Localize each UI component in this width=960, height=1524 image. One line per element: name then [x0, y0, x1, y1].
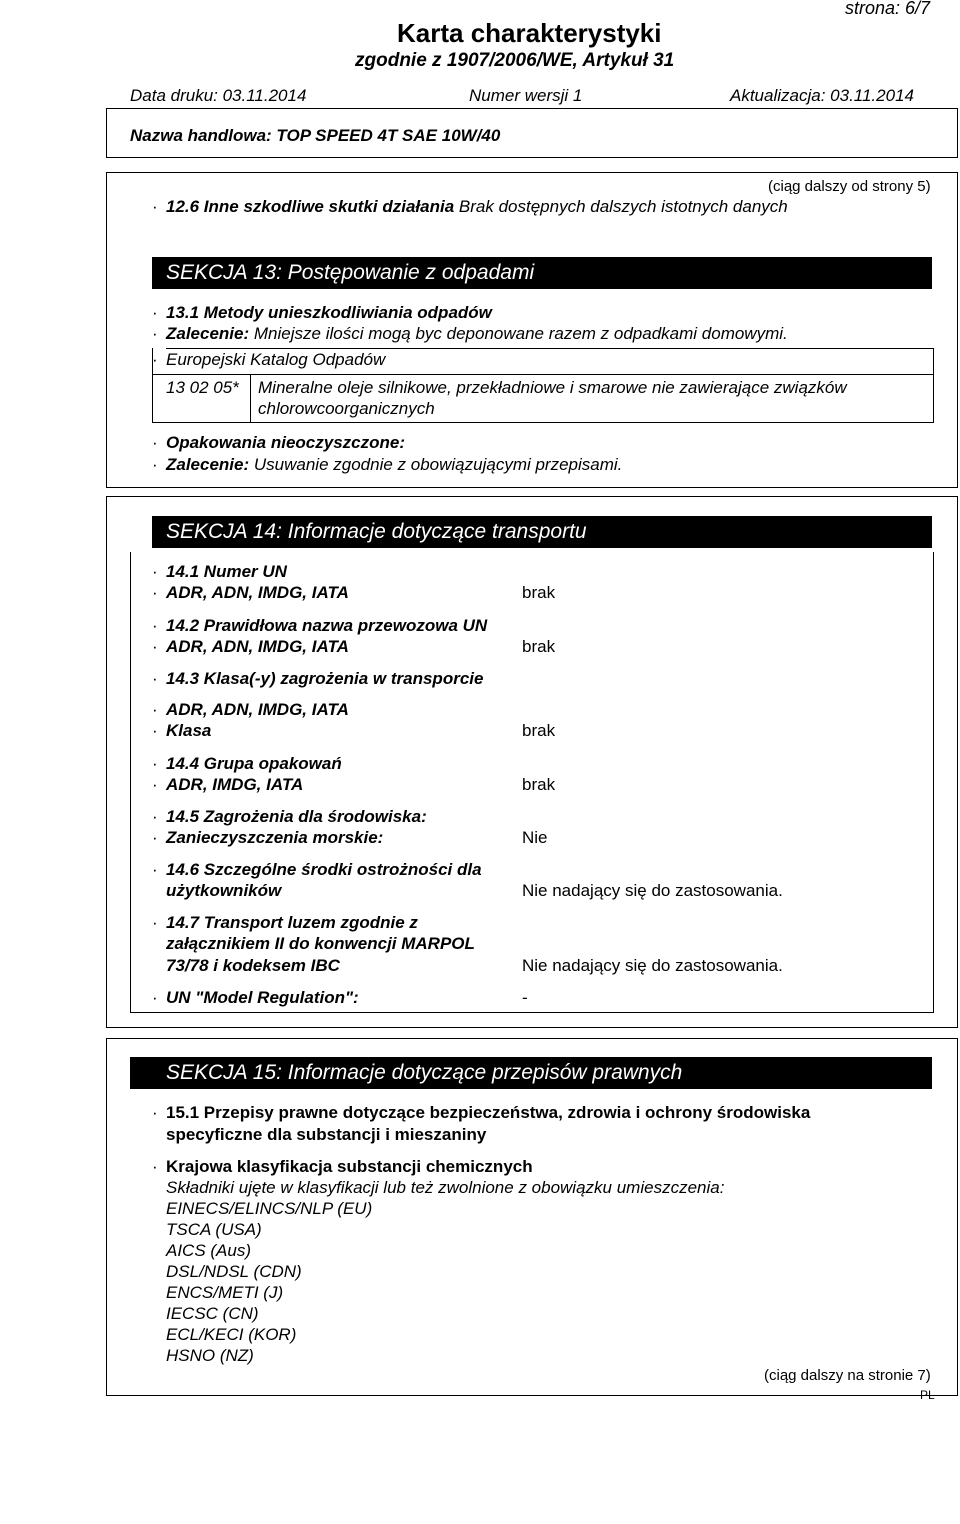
transport-row: [152, 956, 340, 976]
transport-row: [152, 721, 211, 741]
transport-value: brak: [522, 721, 556, 740]
transport-label: użytkowników: [166, 881, 282, 900]
bullet: ·: [152, 721, 158, 740]
transport-row: [152, 860, 482, 880]
transport-row: [152, 669, 483, 689]
transport-row: [152, 775, 303, 795]
waste-catalog-col-divider: [250, 374, 251, 423]
transport-label: 14.2 Prawidłowa nazwa przewozowa UN: [166, 616, 488, 635]
inventory-item: DSL/NDSL (CDN): [166, 1262, 302, 1281]
continued-from: (ciąg dalszy od strony 5): [768, 178, 931, 195]
transport-label: ADR, ADN, IMDG, IATA: [166, 583, 349, 602]
uncleaned-packaging-label: Opakowania nieoczyszczone:: [166, 433, 406, 452]
bullet: ·: [152, 913, 158, 932]
transport-label: załącznikiem II do konwencji MARPOL: [166, 934, 475, 953]
inventory-intro: Składniki ujęte w klasyfikacji lub też zwolnione z obowiązku umieszczenia:: [166, 1178, 725, 1197]
transport-row: [152, 913, 418, 933]
bullet: ·: [152, 583, 158, 602]
bullet: ·: [152, 700, 158, 719]
packaging-recommendation-label: Zalecenie:: [166, 455, 250, 474]
transport-value: Nie nadający się do zastosowania.: [522, 881, 783, 900]
bullet: ·: [152, 562, 158, 581]
document-title: Karta charakterystyki: [397, 18, 662, 48]
inventory-item: TSCA (USA): [166, 1220, 262, 1239]
transport-label: 14.5 Zagrożenia dla środowiska:: [166, 807, 427, 826]
transport-label: ADR, ADN, IMDG, IATA: [166, 700, 349, 719]
inventory-item: AICS (Aus): [166, 1241, 252, 1260]
packaging-recommendation-value: Usuwanie zgodnie z obowiązującymi przepisami.: [253, 455, 623, 474]
language-code: PL: [920, 1388, 935, 1402]
document-subtitle: zgodnie z 1907/2006/WE, Artykuł 31: [355, 50, 675, 71]
transport-label: 14.1 Numer UN: [166, 562, 287, 581]
waste-catalog-title: · Europejski Katalog Odpadów: [152, 350, 386, 369]
bullet: ·: [152, 860, 158, 879]
waste-description-1: Mineralne oleje silnikowe, przekładniowe i smarowe nie zawierające związków: [258, 378, 847, 397]
section-15-1-line2: specyficzne dla substancji i mieszaniny: [166, 1125, 487, 1144]
transport-row: [152, 988, 359, 1008]
transport-row: [152, 583, 349, 603]
section-12-6-value: Brak dostępnych dalszych istotnych danych: [458, 197, 788, 216]
update-date: Aktualizacja: 03.11.2014: [730, 86, 914, 105]
transport-value: Nie: [522, 828, 548, 847]
trade-name: Nazwa handlowa: TOP SPEED 4T SAE 10W/40: [130, 126, 501, 145]
transport-label: 14.4 Grupa opakowań: [166, 754, 342, 773]
transport-value: brak: [522, 583, 556, 602]
bullet: ·: [152, 775, 158, 794]
section-13-recommendation: · Zalecenie: Mniejsze ilości mogą byc deponowane razem z odpadkami domowymi.: [152, 324, 788, 343]
inventory-item: HSNO (NZ): [166, 1346, 254, 1365]
transport-row: [152, 616, 487, 636]
transport-label: ADR, ADN, IMDG, IATA: [166, 637, 349, 656]
bullet: ·: [152, 637, 158, 656]
transport-label: Klasa: [166, 721, 212, 740]
inventory-item: IECSC (CN): [166, 1304, 259, 1323]
inventory-item: ECL/KECI (KOR): [166, 1325, 297, 1344]
waste-catalog-title-text: Europejski Katalog Odpadów: [166, 350, 386, 369]
section-15-1: · 15.1 Przepisy prawne dotyczące bezpieczeństwa, zdrowia i ochrony środowiska: [152, 1103, 811, 1122]
transport-label: Zanieczyszczenia morskie:: [166, 828, 384, 847]
transport-row: [152, 700, 349, 720]
bullet: ·: [152, 988, 158, 1007]
bullet: ·: [152, 828, 158, 847]
continued-on: (ciąg dalszy na stronie 7): [764, 1367, 931, 1384]
national-classification-label: Krajowa klasyfikacja substancji chemicznych: [166, 1157, 533, 1176]
waste-catalog-top-line: [166, 348, 933, 349]
recommendation-label: Zalecenie:: [166, 324, 250, 343]
inventory-item: ENCS/METI (J): [166, 1283, 284, 1302]
print-date: Data druku: 03.11.2014: [130, 86, 307, 105]
bullet: ·: [152, 754, 158, 773]
transport-label: 14.3 Klasa(-y) zagrożenia w transporcie: [166, 669, 484, 688]
transport-value: brak: [522, 637, 556, 656]
section-14-header: SEKCJA 14: Informacje dotyczące transportu: [152, 516, 932, 548]
section-12-6: · 12.6 Inne szkodliwe skutki działania Brak dostępnych dalszych istotnych danych: [152, 197, 788, 216]
transport-label: 73/78 i kodeksem IBC: [166, 956, 340, 975]
transport-label: ADR, IMDG, IATA: [166, 775, 304, 794]
section-13-1: · 13.1 Metody unieszkodliwiania odpadów: [152, 303, 492, 322]
transport-row: [152, 934, 475, 954]
waste-description-2: chlorowcoorganicznych: [258, 399, 435, 418]
transport-label: 14.6 Szczególne środki ostrożności dla: [166, 860, 482, 879]
bullet: ·: [152, 807, 158, 826]
section-13-1-label: 13.1 Metody unieszkodliwiania odpadów: [166, 303, 492, 322]
national-classification: · Krajowa klasyfikacja substancji chemicznych: [152, 1157, 533, 1176]
version-number: Numer wersji 1: [469, 86, 583, 105]
recommendation-value: Mniejsze ilości mogą byc deponowane razem z odpadkami domowymi.: [253, 324, 788, 343]
section-15-1-line1: 15.1 Przepisy prawne dotyczące bezpieczeństwa, zdrowia i ochrony środowiska: [166, 1103, 811, 1122]
transport-label: 14.7 Transport luzem zgodnie z: [166, 913, 418, 932]
bullet: ·: [152, 669, 158, 688]
transport-row: [152, 754, 342, 774]
packaging-recommendation: · Zalecenie: Usuwanie zgodnie z obowiązującymi przepisami.: [152, 455, 623, 474]
transport-row: [152, 637, 349, 657]
section-13-header: SEKCJA 13: Postępowanie z odpadami: [152, 257, 932, 289]
transport-row: [152, 562, 287, 582]
waste-code: 13 02 05*: [166, 378, 239, 397]
transport-label: UN "Model Regulation":: [166, 988, 359, 1007]
section-12-6-label: 12.6 Inne szkodliwe skutki działania: [166, 197, 455, 216]
inventory-item: EINECS/ELINCS/NLP (EU): [166, 1199, 373, 1218]
bullet: ·: [152, 616, 158, 635]
transport-value: Nie nadający się do zastosowania.: [522, 956, 783, 975]
section-15-header: SEKCJA 15: Informacje dotyczące przepisów prawnych: [130, 1057, 932, 1089]
transport-row: [152, 881, 281, 901]
transport-value: brak: [522, 775, 556, 794]
transport-value: -: [522, 988, 528, 1007]
page-number: strona: 6/7: [845, 0, 931, 18]
waste-catalog-divider: [152, 374, 933, 375]
transport-row: [152, 828, 383, 848]
uncleaned-packaging: · Opakowania nieoczyszczone:: [152, 433, 406, 452]
transport-row: [152, 807, 427, 827]
